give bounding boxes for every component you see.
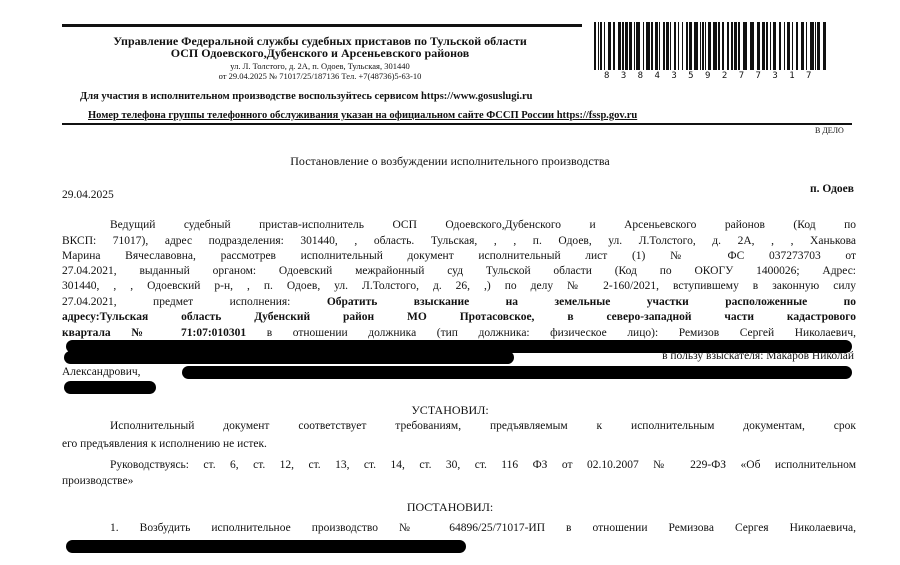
barcode-bar bbox=[815, 22, 816, 70]
org-name: Управление Федеральной службы судебных приставов по Тульской области bbox=[113, 34, 527, 48]
barcode-bar bbox=[718, 22, 720, 70]
body-line: 1. Возбудить исполнительное производство № 64896/25/71017-ИП в отношении Ремизова Сергея Николаевича, bbox=[110, 522, 856, 534]
barcode-bar bbox=[784, 22, 785, 70]
barcode-bar bbox=[651, 22, 653, 70]
barcode-bar bbox=[731, 22, 733, 70]
barcode-bar bbox=[750, 22, 754, 70]
barcode-bar bbox=[713, 22, 717, 70]
department-name: ОСП Одоевского,Дубенского и Арсеньевского районов bbox=[170, 46, 470, 60]
barcode-bar bbox=[682, 22, 683, 70]
barcode-bar bbox=[766, 22, 768, 70]
barcode-bar bbox=[738, 22, 740, 70]
barcode-bar bbox=[655, 22, 658, 70]
barcode-bar bbox=[618, 22, 621, 70]
barcode-bar bbox=[613, 22, 615, 70]
barcode-digits: 8 3 8 4 3 5 9 2 7 7 3 1 7 bbox=[604, 71, 812, 81]
barcode-bar bbox=[625, 22, 628, 70]
body-line: Марина Вячеславовна, рассмотрев исполнительный документ исполнительный лист (1) № ФС 037273703 от bbox=[62, 250, 856, 262]
barcode-bar bbox=[770, 22, 771, 70]
document-title: Постановление о возбуждении исполнительного производства bbox=[290, 154, 610, 168]
barcode-bar bbox=[806, 22, 807, 70]
barcode-bar bbox=[604, 22, 605, 70]
barcode-bar bbox=[686, 22, 688, 70]
document-date: 29.04.2025 bbox=[62, 189, 114, 201]
redaction-bar bbox=[66, 540, 466, 553]
barcode bbox=[594, 22, 830, 70]
barcode-bar bbox=[702, 22, 704, 70]
barcode-bar bbox=[722, 22, 724, 70]
top-rule bbox=[62, 24, 582, 27]
barcode-bar bbox=[674, 22, 676, 70]
barcode-bar bbox=[708, 22, 711, 70]
barcode-bar bbox=[743, 22, 747, 70]
body-line: Исполнительный документ соответствует требованиям, предъявляемым к исполнительным документам, срок bbox=[110, 420, 856, 432]
redaction-bar bbox=[64, 381, 156, 394]
barcode-bar bbox=[823, 22, 826, 70]
barcode-bar bbox=[646, 22, 650, 70]
body-line: адресу:Тульская область Дубенский район МО Протасовское, в северо-западной части кадастрового bbox=[62, 311, 856, 323]
redaction-bar bbox=[182, 366, 852, 379]
barcode-bar bbox=[594, 22, 596, 70]
barcode-bar bbox=[622, 22, 624, 70]
barcode-bar bbox=[762, 22, 765, 70]
barcode-bar bbox=[796, 22, 798, 70]
body-line: его предъявления к исполнению не истек. bbox=[62, 438, 267, 450]
established-heading: УСТАНОВИЛ: bbox=[411, 403, 489, 417]
barcode-bar bbox=[666, 22, 669, 70]
barcode-bar bbox=[734, 22, 737, 70]
body-line: ВКСП: 71017), адрес подразделения: 301440, , область. Тульская, , , п. Одоев, ул. Л.Толстого, д. 2А, , , Ханькова bbox=[62, 235, 856, 247]
body-line: производстве» bbox=[62, 475, 134, 487]
subject-of-execution: Обратить взыскание на земельные участки расположенные по bbox=[326, 296, 856, 308]
resolved-heading: ПОСТАНОВИЛ: bbox=[406, 500, 494, 514]
barcode-bar bbox=[598, 22, 599, 70]
barcode-bar bbox=[757, 22, 760, 70]
barcode-bar bbox=[817, 22, 820, 70]
barcode-bar bbox=[643, 22, 644, 70]
body-line: Руководствуясь: ст. 6, ст. 12, ст. 13, ст. 14, ст. 30, ст. 116 ФЗ от 02.10.2007 № 229-ФЗ «Об исполнительном bbox=[110, 459, 856, 471]
barcode-bar bbox=[705, 22, 706, 70]
body-line: Ведущий судебный пристав-исполнитель ОСП Одоевского,Дубенского и Арсеньевского районов (Код по bbox=[110, 219, 856, 231]
barcode-bar bbox=[792, 22, 793, 70]
barcode-bar bbox=[600, 22, 602, 70]
barcode-bar bbox=[773, 22, 776, 70]
barcode-bar bbox=[727, 22, 729, 70]
barcode-bar bbox=[670, 22, 671, 70]
barcode-bar bbox=[608, 22, 611, 70]
claimant-text: в пользу взыскателя: Макаров Николай bbox=[662, 350, 854, 362]
body-text: 27.04.2021, предмет исполнения: bbox=[62, 296, 327, 308]
department-address: ул. Л. Толстого, д. 2А, п. Одоев, Тульская, 301440 bbox=[230, 61, 410, 71]
stamp-v-delo: В ДЕЛО bbox=[815, 126, 844, 135]
header-rule bbox=[62, 123, 852, 125]
barcode-bar bbox=[810, 22, 814, 70]
phone-note: Номер телефона группы телефонного обслуживания указан на официальном сайте ФССП России https://fssp.gov.ru bbox=[88, 110, 638, 121]
barcode-bar bbox=[634, 22, 635, 70]
body-line bbox=[62, 295, 856, 309]
barcode-bar bbox=[663, 22, 665, 70]
body-text: в отношении должника (тип должника: физическое лицо): Ремизов Сергей Николаевич, bbox=[246, 327, 856, 339]
barcode-bar bbox=[629, 22, 632, 70]
document-reference: от 29.04.2025 № 71017/25/187136 Тел. +7(48736)5-63-10 bbox=[218, 71, 422, 81]
document-place: п. Одоев bbox=[809, 183, 854, 195]
redaction-bar bbox=[64, 351, 514, 364]
barcode-bar bbox=[787, 22, 790, 70]
claimant-name-end: Александрович, bbox=[62, 366, 141, 378]
body-line: 27.04.2021, выданный органом: Одоевский межрайонный суд Тульской области (Код по ОКОГУ 1400026; Адрес: bbox=[62, 265, 856, 277]
gosuslugi-note: Для участия в исполнительном производстве воспользуйтесь сервисом https://www.gosuslugi.ru bbox=[80, 91, 533, 102]
barcode-bar bbox=[694, 22, 698, 70]
body-line: 301440, , , Одоевский р-н, , п. Одоев, ул. Л.Толстого, д. 26, ,) по делу № 2-160/2021, вступившему в законную силу bbox=[62, 280, 856, 292]
barcode-bar bbox=[801, 22, 804, 70]
barcode-bar bbox=[700, 22, 701, 70]
body-line bbox=[62, 326, 856, 340]
barcode-bar bbox=[689, 22, 692, 70]
barcode-bar bbox=[636, 22, 640, 70]
barcode-bar bbox=[779, 22, 781, 70]
barcode-bar bbox=[659, 22, 660, 70]
barcode-bar bbox=[678, 22, 679, 70]
cadastral-quarter: квартала № 71:07:010301 bbox=[62, 327, 247, 339]
